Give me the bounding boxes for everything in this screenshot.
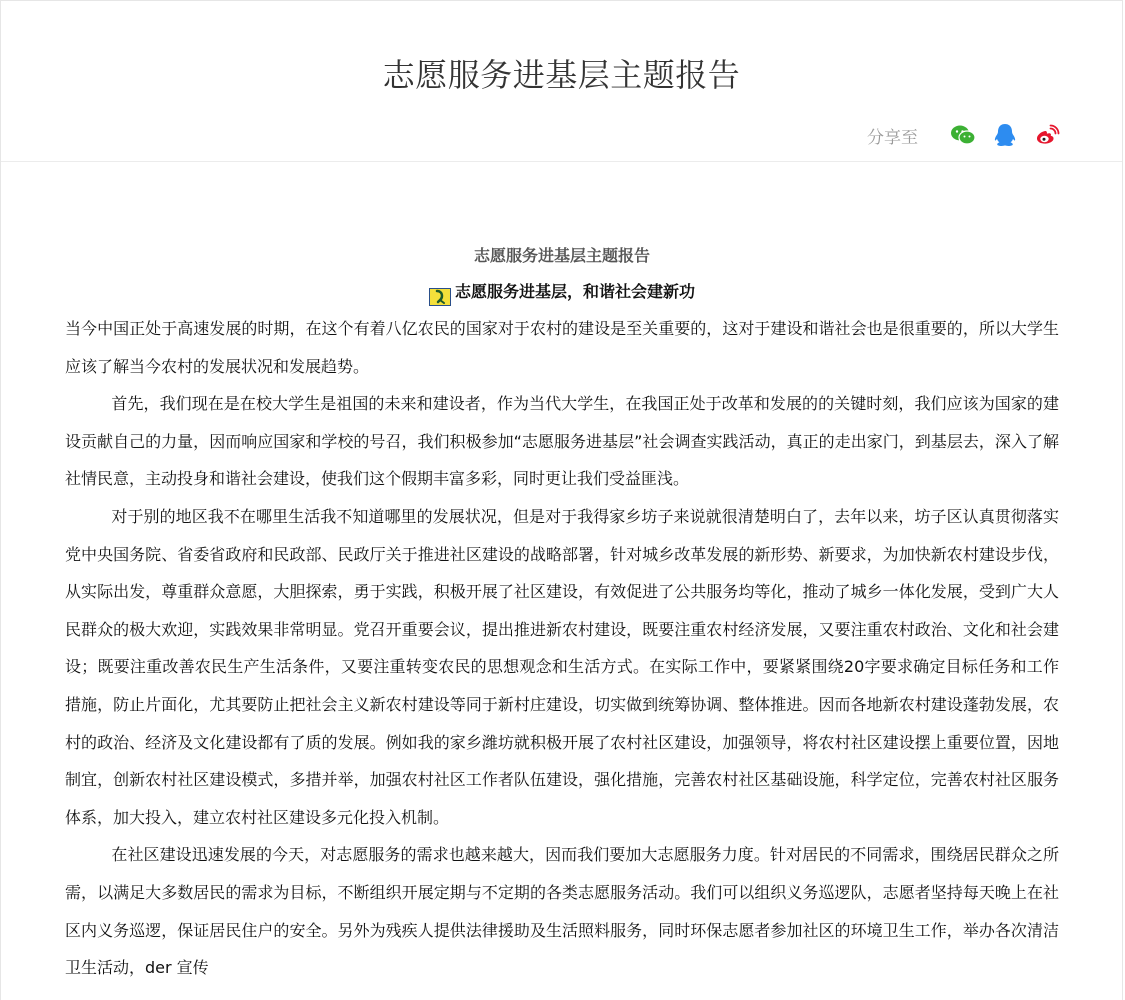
paragraph: 在社区建设迅速发展的今天，对志愿服务的需求也越来越大，因而我们要加大志愿服务力度。针对居民的不同需求，围绕居民群众之所需，以满足大多数居民的需求为目标，不断组织开展定期与不定期的各类志愿服务活动。我们可以组织义务巡逻队，志愿者坚持每天晚上在社区内义务巡逻，保证居民住户的安全。另外为残疾人提供法律援助及生活照料服务，同时环保志愿者参加社区的环境卫生工作，举办各次清洁卫生活动，der 宣传 xyxy=(65,845,1059,978)
paragraph: 首先，我们现在是在校大学生是祖国的未来和建设者，作为当代大学生，在我国正处于改革和发展的的关键时刻，我们应该为国家的建设贡献自己的力量，因而响应国家和学校的号召，我们积极参加“志愿服务进基层”社会调查实践活动，真正的走出家门，到基层去，深入了解社情民意，主动投身和谐社会建设，使我们这个假期丰富多彩，同时更让我们受益匪浅。 xyxy=(65,394,1059,489)
share-bar xyxy=(867,119,1060,151)
article-header xyxy=(1,1,1122,162)
article-title: 志愿服务进基层主题报告 xyxy=(473,246,650,265)
qq-icon[interactable] xyxy=(992,122,1018,148)
article-subtitle-text: 志愿服务进基层，和谐社会建新功 xyxy=(454,282,695,301)
paragraph: 对于别的地区我不在哪里生活我不知道哪里的发展状况，但是对于我得家乡坊子来说就很清楚明白了，去年以来，坊子区认真贯彻落实党中央国务院、省委省政府和民政部、民政厅关于推进社区建设的战略部署，针对城乡改革发展的新形势、新要求，为加快新农村建设步伐，从实际出发，尊重群众意愿，大胆探索，勇于实践，积极开展了社区建设，有效促进了公共服务均等化，推动了城乡一体化发展，受到广大人民群众的极大欢迎，实践效果非常明显。党召开重要会议，提出推进新农村建设，既要注重农村经济发展，又要注重农村政治、文化和社会建设；既要注重改善农民生产生活条件，又要注重转变农民的思想观念和生活方式。在实际工作中，要紧紧围绕20字要求确定目标任务和工作措施，防止片面化，尤其要防止把社会主义新农村建设等同于新村庄建设，切实做到统筹协调、整体推进。因而各地新农村建设蓬勃发展，农村的政治、经济及文化建设都有了质的发展。例如我的家乡潍坊就积极开展了农村社区建设，加强领导，将农村社区建设摆上重要位置，因地制宜，创新农村社区建设模式，多措并举，加强农村社区工作者队伍建设，强化措施，完善农村社区基础设施，科学定位，完善农村社区服务体系，加大投入，建立农村社区建设多元化投入机制。 xyxy=(65,506,1059,827)
paragraph: 当今中国正处于高速发展的时期，在这个有着八亿农民的国家对于农村的建设是至关重要的，这对于建设和谐社会也是很重要的，所以大学生应该了解当今农村的发展状况和发展趋势。 xyxy=(65,319,1059,376)
share-label: 分享至 xyxy=(867,127,918,148)
page-title: 志愿服务进基层主题报告 xyxy=(382,56,741,94)
article-body xyxy=(65,237,1059,987)
weibo-icon[interactable] xyxy=(1034,122,1060,148)
thumbnail-icon xyxy=(429,283,451,301)
wechat-icon[interactable] xyxy=(950,122,976,148)
article-subtitle xyxy=(65,274,1059,310)
